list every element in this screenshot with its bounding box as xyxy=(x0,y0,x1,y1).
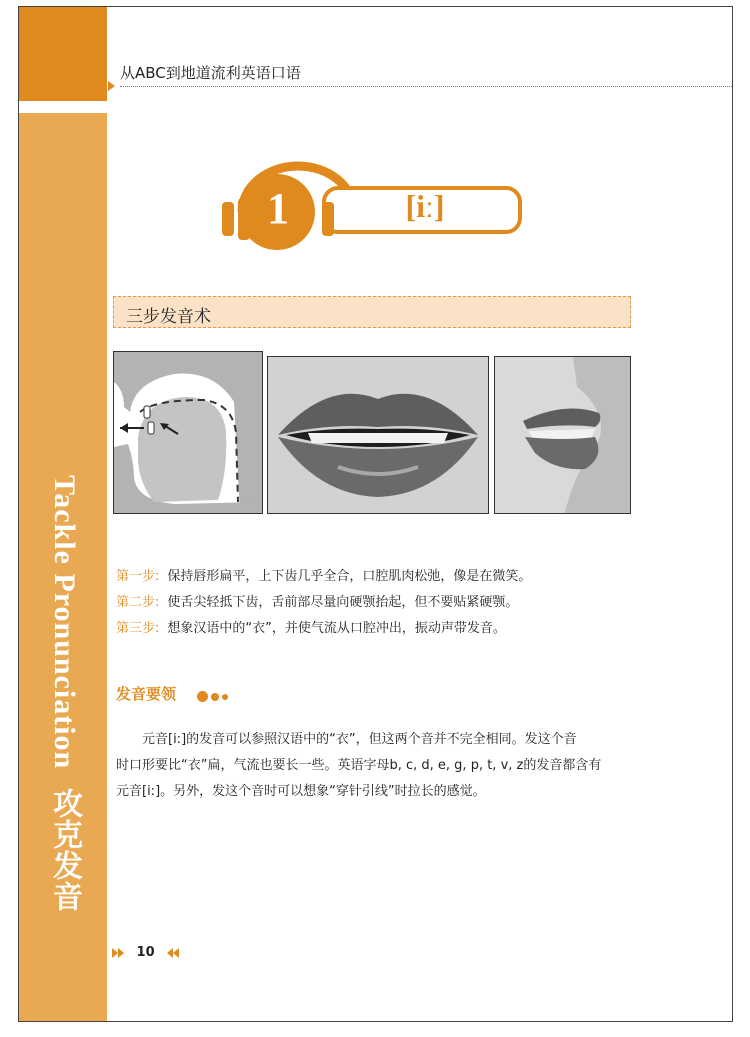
step-label: 第一步: xyxy=(116,569,160,584)
lesson-number: 1 xyxy=(267,184,289,233)
step-text: 保持唇形扁平，上下齿几乎全合，口腔肌肉松弛，像是在微笑。 xyxy=(167,569,532,584)
page-frame xyxy=(18,6,733,1022)
step-item xyxy=(116,564,531,590)
step-item xyxy=(116,590,531,616)
step-label: 第三步: xyxy=(116,621,160,636)
step-item xyxy=(116,616,531,642)
tips-body xyxy=(116,727,636,805)
step-text: 想象汉语中的“衣”，并使气流从口腔冲出，振动声带发音。 xyxy=(167,621,506,636)
tongue-position-diagram xyxy=(113,351,263,514)
steps-list xyxy=(116,564,531,642)
top-color-block xyxy=(19,7,107,101)
tips-line: 时口形要比“衣”扁，气流也要长一些。英语字母b, c, d, e, g, p, t, v, z的发音都含有 xyxy=(116,758,602,773)
step-label: 第二步: xyxy=(116,595,160,610)
lips-side-photo xyxy=(494,356,631,514)
page-number-text: 10 xyxy=(136,945,155,960)
side-title-en: Tackle Pronunciation xyxy=(48,475,81,770)
tips-line: 元音[i:]的发音可以参照汉语中的“衣”，但这两个音并不完全相同。发这个音 xyxy=(142,732,577,747)
header-divider xyxy=(120,86,732,87)
step-text: 使舌尖轻抵下齿，舌前部尽量向硬颚抬起，但不要贴紧硬颚。 xyxy=(167,595,519,610)
dots-decoration-icon xyxy=(197,686,231,705)
side-title-cn: 攻克发音 xyxy=(47,787,82,912)
section-title: 三步发音术 xyxy=(126,307,211,327)
phonetic-symbol: [iː] xyxy=(405,188,445,224)
lips-front-photo xyxy=(267,356,489,514)
page-number xyxy=(112,945,179,960)
book-title: 从ABC到地道流利英语口语 xyxy=(120,64,301,82)
header-arrow-icon xyxy=(108,81,115,91)
section-header xyxy=(113,296,631,328)
tips-heading: 发音要领 xyxy=(116,685,177,703)
side-title xyxy=(46,475,86,935)
tips-line: 元音[i:]。另外，发这个音时可以想象“穿针引线”时拉长的感觉。 xyxy=(116,784,486,799)
